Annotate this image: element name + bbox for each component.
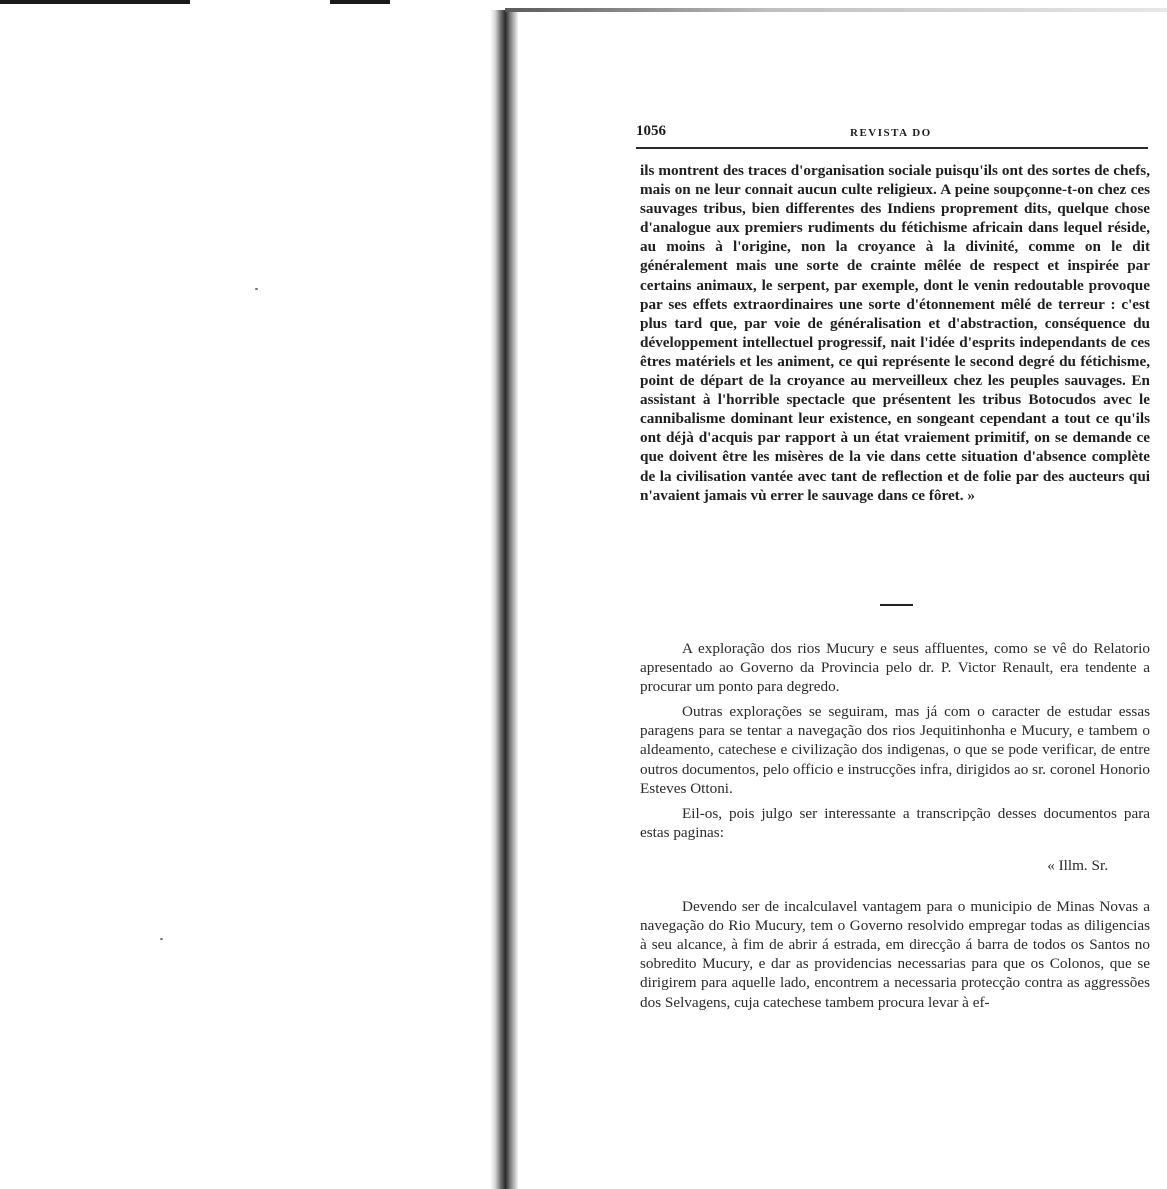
scan-speck (255, 288, 258, 290)
page-number: 1056 (636, 123, 666, 139)
scan-speck (160, 938, 163, 940)
running-head: REVISTA DO (850, 127, 932, 139)
body-paragraph-3: Eil-os, pois julgo ser interessante a transcripção desses documentos para estas paginas: (640, 804, 1150, 841)
section-divider (880, 604, 913, 606)
scan-top-border (0, 0, 190, 4)
page-top-edge (505, 8, 1167, 12)
quote-paragraph: ils montrent des traces d'organisation sociale puisqu'ils ont des sortes de chefs, mais on ne leur connait aucun culte religieux. A peine soupçonne-t-on chez ces sauvages tribus, bien differentes des Indiens proprement dits, quelque chose d'analogue aux premiers rudiments du fétichisme africain dans lequel réside, au moins à l'origine, non la croyance à la divinité, comme on le dit généralement mais une sorte de crainte mêlée de respect et inspirée par certains animaux, le serpent, par exemple, dont le venin redoutable provoque par ses effets extraordinaires une sorte d'étonnement mêlé de terreur : c'est plus tard que, par voie de généralisation et d'abstraction, conséquence du développement intellectuel progressif, nait l'idée d'esprits independants de ces êtres matériels et les animent, ce qui représente le second degré du fétichisme, point de départ de la croyance au merveilleux chez les peuples sauvages. En assistant à l'horrible spectacle que présentent les tribus Botocudos avec le cannibalisme dominant leur existence, en songeant cependant a tout ce qu'ils ont déjà d'acquis par rapport à un état vraiement primitif, on se demande ce que doivent être les misères de la vie dans cette situation d'absence complète de la civilisation vantée avec tant de reflection et de folie par des aucteurs qui n'avaient jamais vù errer le sauvage dans ce fôret. » (640, 162, 1150, 504)
letter-salutation: « Illm. Sr. (1047, 856, 1108, 874)
french-quote-block (640, 161, 1150, 505)
page-header (636, 123, 1148, 149)
body-paragraph-4: Devendo ser de incalculavel vantagem para o municipio de Minas Novas a navegação do Rio Mucury, tem o Governo resolvido empregar todas as diligencias à seu alcance, à fim de abrir á estrada, em direcção á barra de todos os Santos no sobredito Mucury, e dar as providencias necessarias para que os Colonos, que se dirigirem para aquelle lado, encontrem a necessaria protecção contra as aggressões dos Selvagens, cuja catechese tambem procura levar à ef- (640, 898, 1150, 1011)
body-paragraph-1: A exploração dos rios Mucury e seus affluentes, como se vê do Relatorio apresentado ao Governo da Provincia pelo dr. P. Victor Renault, era tendente a procurar um ponto para degredo. (640, 640, 1150, 696)
portuguese-body (640, 639, 1150, 1018)
body-paragraph-2: Outras explorações se seguiram, mas já com o caracter de estudar essas paragens para se tentar a navegação dos rios Jequitinhonha e Mucury, e tambem o aldeamento, catechese e civilização dos indigenas, o que se pode verificar, de entre outros documentos, pelo officio e instrucções infra, dirigidos ao sr. coronel Honorio Esteves Ottoni. (640, 703, 1150, 797)
scan-top-border (330, 0, 390, 4)
book-spine-shadow (490, 10, 518, 1189)
